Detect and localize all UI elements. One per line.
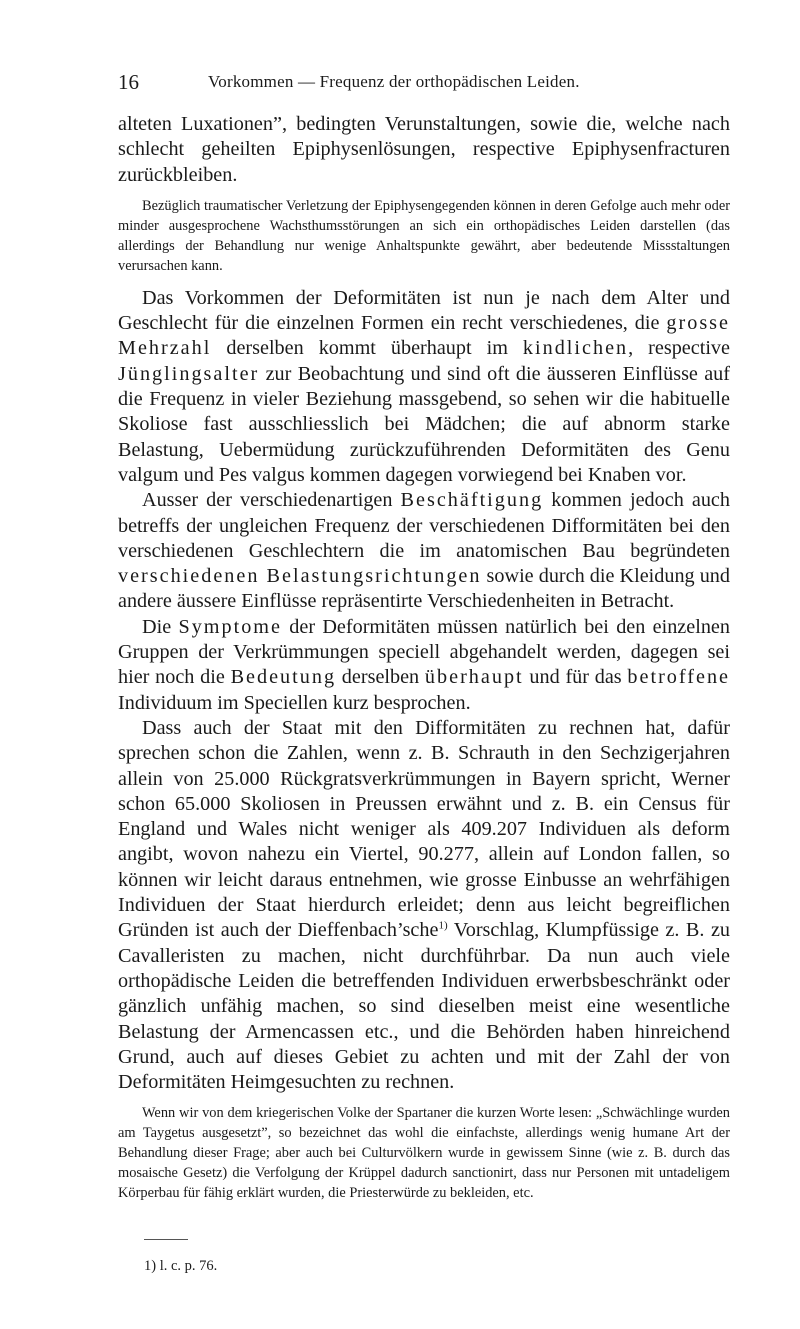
running-head: [118, 70, 730, 98]
emphasis: betroffene: [627, 666, 730, 689]
body-text: [118, 112, 730, 1203]
text-run: der Deformitäten müssen natürlich bei den einzelnen Gruppen der Verkrümmungen speciell abgehandelt werden, dagegen sei hier noch die: [118, 615, 730, 689]
running-title: Vorkommen — Frequenz der orthopädischen Leiden.: [208, 72, 580, 91]
text-run: zur Beobachtung und sind oft die äusseren Einflüsse auf die Frequenz in vieler Beziehung massgebend, so sehen wir die habituelle Skoliose fast ausschliesslich bei Mädchen; die auf abnorm starke Belastung, Uebermüdung zurückzuführenden Deformitäten des Genu valgum und Pes valgus kommen dagegen vorwiegend bei Knaben vor.: [118, 362, 730, 486]
emphasis: Beschäftigung: [400, 489, 544, 512]
paragraph-continuation: alteten Luxationen”, bedingten Verunstaltungen, sowie die, welche nach schlecht geheilten Epiphysenlösungen, respective Epiphysenfracturen zurückbleiben.: [118, 113, 730, 186]
page: [118, 70, 730, 1275]
page-number: 16: [118, 70, 139, 94]
paragraph-staat: [118, 716, 730, 1095]
paragraph-beschaeftigung: [118, 488, 730, 614]
text-run: sowie durch die Kleidung und andere äussere Einflüsse repräsentirte Verschiedenheiten in Betracht.: [118, 565, 730, 613]
text-run: kommen jedoch auch betreffs der ungleichen Frequenz der verschiedenen Difformitäten bei den verschiedenen Geschlechtern die im anatomischen Bau begründeten: [118, 489, 730, 562]
footnote: 1) l. c. p. 76.: [144, 1258, 218, 1275]
note-text: Wenn wir von dem kriegerischen Volke der Spartaner die kurzen Worte lesen: „Schwächlinge wurden am Taygetus ausgesetzt”, so bezeichnet das wohl die einfachste, allerdings wenig humane Art der Behandlung dieser Frage; aber auch bei Culturvölkern wurde in gewissem Sinne (wie z. B. durch das mosaische Gesetz) die Verfolgung der Krüppel dadurch sanctionirt, dass nur Personen mit untadeligem Körperbau für fähig erklärt wurden, die Priesterwürde zu bekleiden, etc.: [118, 1105, 730, 1202]
text-run: Dass auch der Staat mit den Difformitäten zu rechnen hat, dafür sprechen schon die Zahlen, wenn z. B. Schrauth in den Sechzigerjahren allein von 25.000 Rückgratsverkrümmungen in Bayern spricht, Werner schon 65.000 Skoliosen in Preussen erwähnt und z. B. ein Census für England und Wales nicht weniger als 409.207 Individuen als deform angibt, wovon nahezu ein Viertel, 90.277, allein auf London fallen, so können wir leicht daraus entnehmen, wie grosse Einbusse an wehrfähigen Individuen der Staat hierdurch erleidet; denn aus leicht begreiflichen Gründen ist auch der Dieffenbach’sche: [118, 716, 730, 942]
small-print-note-epiphysis: [118, 196, 730, 276]
small-print-note-spartaner: [118, 1103, 730, 1203]
footnote-reference: 1): [438, 919, 448, 932]
text-run: und für das: [523, 666, 628, 689]
emphasis: überhaupt: [424, 666, 524, 689]
text-run: Vorschlag, Klumpfüssige z. B. zu Cavalleristen zu machen, nicht durchführbar. Da nun auch viele orthopädische Leiden die betreffenden Individuen erwerbsbeschränkt oder gänzlich unfähig machen, so sind dieselben meist eine wesentliche Belastung der Armencassen etc., und die Behörden haben hinreichend Grund, auch auf dieses Gebiet zu achten und mit der Zahl der von Deformitäten Heimgesuchten zu rechnen.: [118, 919, 730, 1094]
emphasis: Symptome: [178, 615, 282, 638]
text-run: Das Vorkommen der Deformitäten ist nun je nach dem Alter und Geschlecht für die einzelnen Formen ein recht verschiedenes, die: [118, 286, 730, 335]
text-run: Ausser der verschiedenartigen: [142, 489, 401, 512]
emphasis: Bedeutung: [230, 666, 337, 689]
text-run: Individuum im Speciellen kurz besprochen.: [118, 691, 471, 714]
paragraph-vorkommen: [118, 286, 730, 488]
footnote-divider: [144, 1239, 188, 1240]
paragraph-symptome: [118, 615, 730, 716]
emphasis: Jünglingsalter: [118, 362, 260, 385]
text-run: derselben: [336, 666, 425, 689]
emphasis: verschiedenen Belastungsrichtungen: [118, 565, 482, 588]
note-text: Bezüglich traumatischer Verletzung der Epiphysengegenden können in deren Gefolge auch mehr oder minder ausgesprochene Wachsthumsstörungen an sich ein orthopädisches Leiden darstellen (das allerdings der Behandlung nur wenige Anhaltspunkte gewährt, aber bedeutende Missstaltungen verursachen kann.: [118, 197, 730, 274]
emphasis: kindlichen: [522, 337, 629, 360]
text-run: derselben kommt überhaupt im: [211, 337, 523, 360]
text-run: , respective: [628, 337, 730, 360]
text-run: Die: [142, 615, 179, 638]
emphasis: grosse Mehrzahl: [118, 312, 730, 360]
